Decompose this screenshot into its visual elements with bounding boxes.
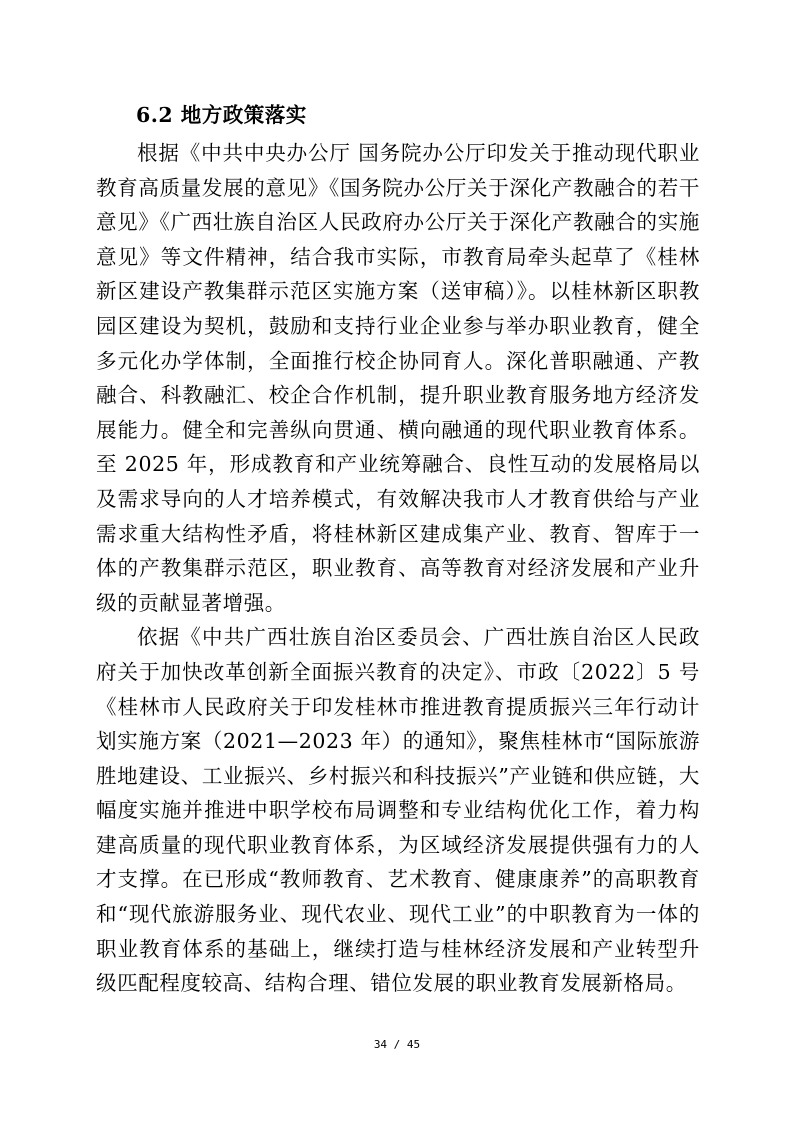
paragraph-policy-implementation: 根据《中共中央办公厅 国务院办公厅印发关于推动现代职业教育高质量发展的意见》《国务院办公厅关于深化产教融合的若干意见》《广西壮族自治区人民政府办公厅关于深化产教融合的实施意见》等文件精神，结合我市实际，市教育局牵头起草了《桂林新区建设产教集群示范区实施方案（送审稿）》。以桂林新区职教园区建设为契机，鼓励和支持行业企业参与举办职业教育，健全多元化办学体制，全面推行校企协同育人。深化普职融通、产教融合、科教融汇、校企合作机制，提升职业教育服务地方经济发展能力。健全和完善纵向贯通、横向融通的现代职业教育体系。至 2025 年，形成教育和产业统筹融合、良性互动的发展格局以及需求导向的人才培养模式，有效解决我市人才教育供给与产业需求重大结构性矛盾，将桂林新区建成集产业、教育、智库于一体的产教集群示范区，职业教育、高等教育对经济发展和产业升级的贡献显著增强。: [96, 141, 700, 615]
page-number: 34 / 45: [373, 1038, 421, 1051]
body-text: [96, 136, 700, 1001]
paragraph-education-revitalization: 依据《中共广西壮族自治区委员会、广西壮族自治区人民政府关于加快改革创新全面振兴教育的决定》、市政〔2022〕5 号《桂林市人民政府关于印发桂林市推进教育提质振兴三年行动计划实施方案（2021—2023 年）的通知》，聚焦桂林市“国际旅游胜地建设、工业振兴、乡村振兴和科技振兴”产业链和供应链，大幅度实施并推进中职学校布局调整和专业结构优化工作，着力构建高质量的现代职业教育体系，为区域经济发展提供强有力的人才支撑。在已形成“教师教育、艺术教育、健康康养”的高职教育和“现代旅游服务业、现代农业、现代工业”的中职教育为一体的职业教育体系的基础上，继续打造与桂林经济发展和产业转型升级匹配程度较高、结构合理、错位发展的职业教育发展新格局。: [96, 625, 700, 996]
section-heading: 6.2 地方政策落实: [136, 103, 307, 127]
